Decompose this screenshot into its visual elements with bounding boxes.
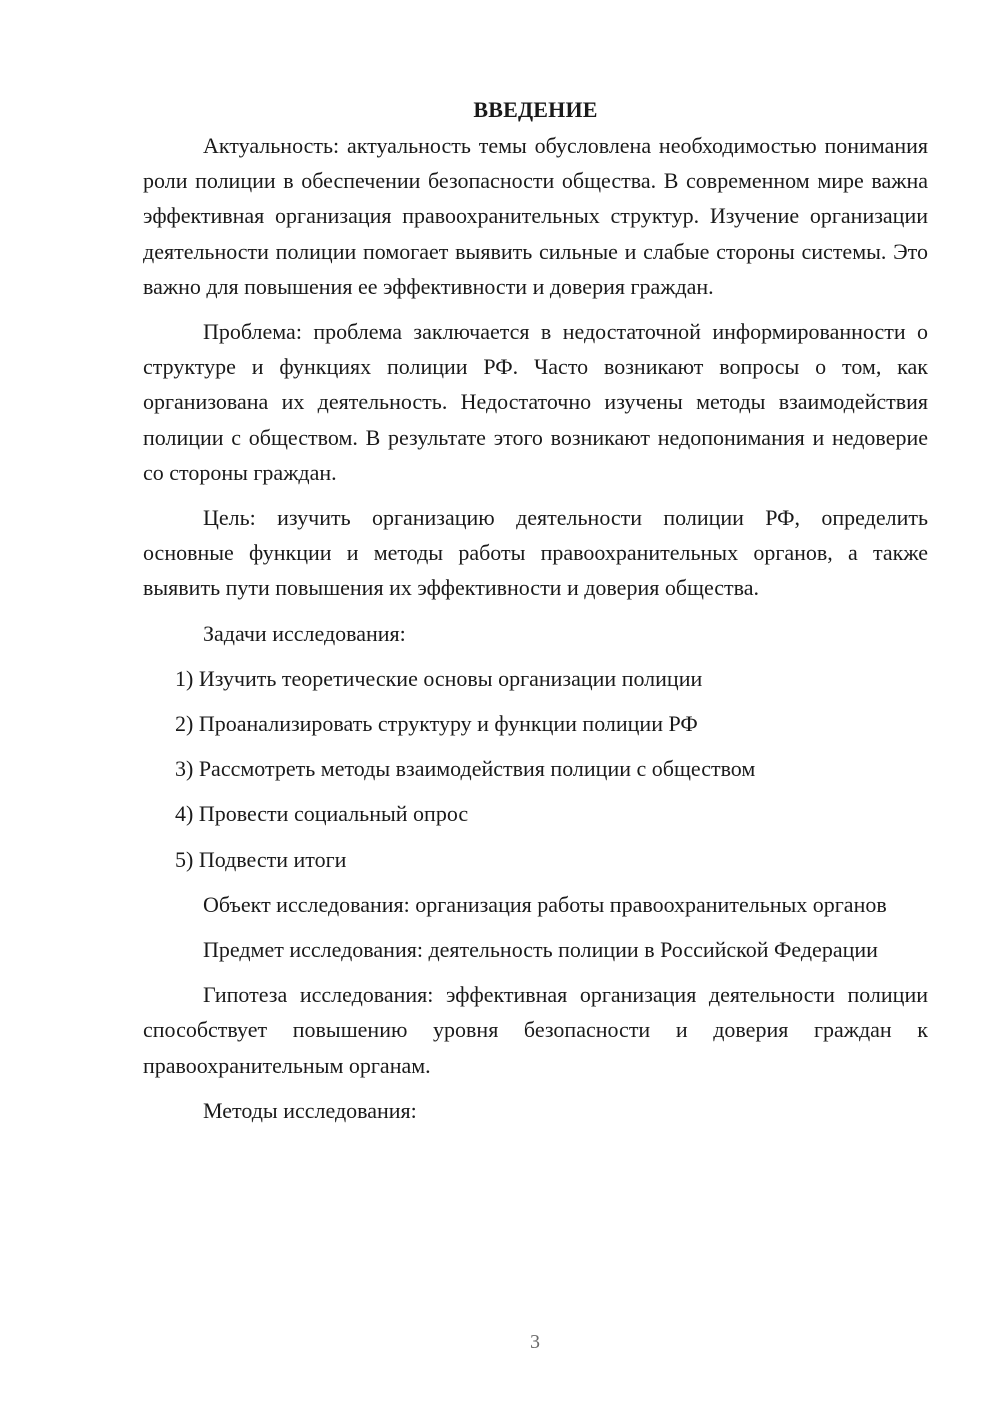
page-number: 3 xyxy=(530,1331,540,1353)
paragraph-subject: Предмет исследования: деятельность полиции в Российской Федерации xyxy=(203,937,878,963)
paragraph-goal: Цель: изучить организацию деятельности полиции РФ, определить основные функции и методы работы правоохранительных органов, а также выявить пути повышения их эффективности и доверия общества. xyxy=(143,505,928,601)
paragraph-problem: Проблема: проблема заключается в недостаточной информированности о структуре и функциях полиции РФ. Часто возникают вопросы о том, как организована их деятельность. Недостаточно изучены методы взаимодействия полиции с обществом. В результате этого возникают недопонимания и недоверие со стороны граждан. xyxy=(143,319,928,485)
methods-title: Методы исследования: xyxy=(203,1097,417,1123)
paragraph-relevance: Актуальность: актуальность темы обусловлена необходимостью понимания роли полиции в обеспечении безопасности общества. В современном мире важна эффективная организация правоохранительных структур. Изучение организации деятельности полиции помогает выявить сильные и слабые стороны системы. Это важно для повышения ее эффективности и доверия граждан. xyxy=(143,133,928,299)
paragraph-hypothesis: Гипотеза исследования: эффективная организация деятельности полиции способствует повышению уровня безопасности и доверия граждан к правоохранительным органам. xyxy=(143,982,928,1078)
paragraph-object: Объект исследования: организация работы правоохранительных органов xyxy=(203,891,887,917)
task-item: 4) Провести социальный опрос xyxy=(175,801,469,827)
section-heading: ВВЕДЕНИЕ xyxy=(473,97,598,122)
tasks-list xyxy=(143,661,928,877)
tasks-title: Задачи исследования: xyxy=(203,620,406,646)
task-item: 2) Проанализировать структуру и функции полиции РФ xyxy=(175,711,698,737)
task-item: 1) Изучить теоретические основы организации полиции xyxy=(175,665,703,691)
task-item: 3) Рассмотреть методы взаимодействия полиции с обществом xyxy=(175,756,756,782)
document-page xyxy=(143,92,928,1138)
task-item: 5) Подвести итоги xyxy=(175,846,347,872)
